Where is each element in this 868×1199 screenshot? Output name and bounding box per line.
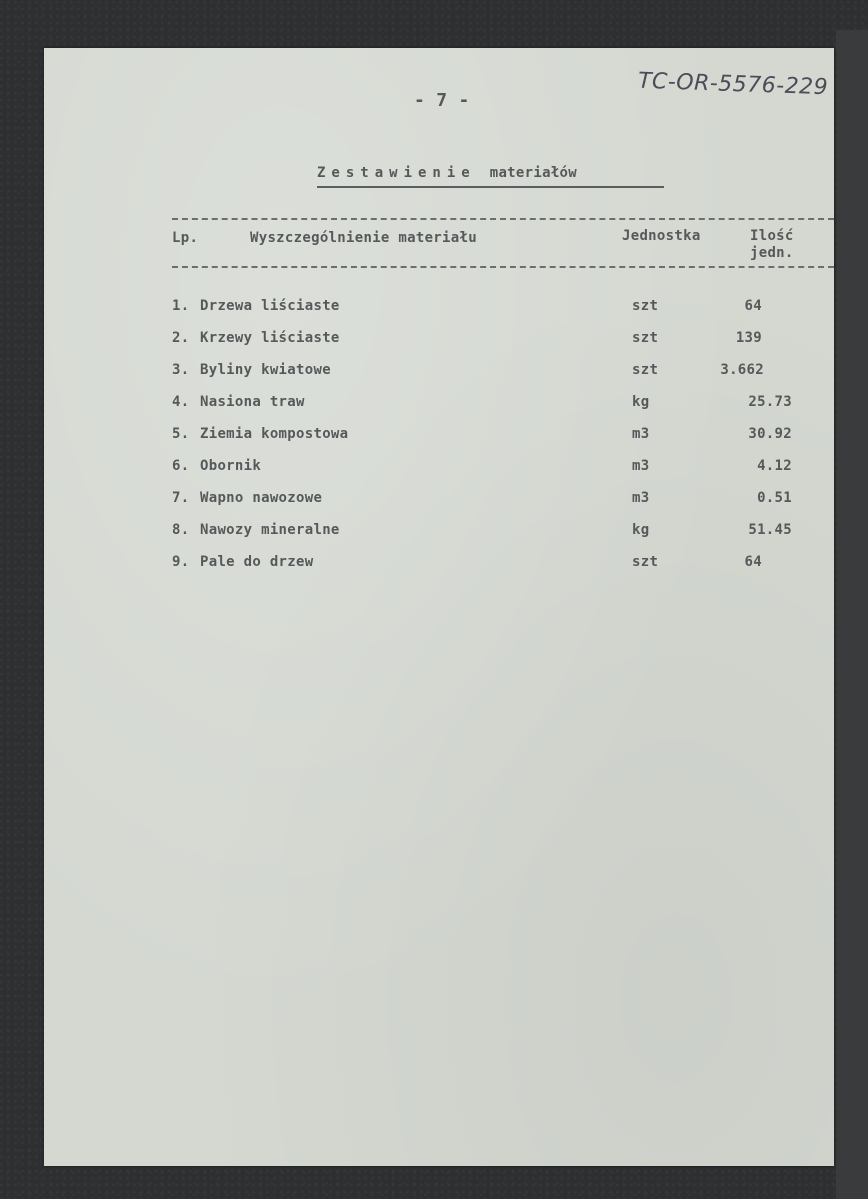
row-quantity: 139 xyxy=(735,330,762,346)
table-row xyxy=(44,522,834,554)
table-row xyxy=(44,394,834,426)
table-row xyxy=(44,362,834,394)
row-unit: m3 xyxy=(632,490,650,506)
row-material: Byliny kwiatowe xyxy=(200,362,331,378)
table-row xyxy=(44,554,834,586)
row-number: 7. xyxy=(172,490,190,506)
row-quantity: 4.12 xyxy=(757,458,792,474)
table-top-rule xyxy=(172,218,834,220)
header-description: Wyszczególnienie materiału xyxy=(250,230,477,246)
row-unit: szt xyxy=(632,298,659,314)
title-underline xyxy=(317,186,664,188)
document-page xyxy=(44,48,834,1166)
row-material: Ziemia kompostowa xyxy=(200,426,349,442)
row-number: 1. xyxy=(172,298,190,314)
row-unit: m3 xyxy=(632,458,650,474)
title-word: materiałów xyxy=(489,165,578,181)
row-quantity: 0.51 xyxy=(757,490,792,506)
row-number: 3. xyxy=(172,362,190,378)
header-lp: Lp. xyxy=(172,230,199,246)
row-number: 5. xyxy=(172,426,190,442)
table-row xyxy=(44,490,834,522)
table-row xyxy=(44,330,834,362)
title-spaced-word: Zestawienie xyxy=(317,165,476,181)
row-number: 8. xyxy=(172,522,190,538)
row-material: Nawozy mineralne xyxy=(200,522,340,538)
header-quantity xyxy=(750,228,794,262)
row-material: Pale do drzew xyxy=(200,554,314,570)
row-quantity: 51.45 xyxy=(748,522,792,538)
archive-reference-handwritten: TC-OR-5576-229 xyxy=(637,68,829,101)
document-title xyxy=(317,162,577,181)
row-quantity: 64 xyxy=(744,554,762,570)
row-material: Krzewy liściaste xyxy=(200,330,340,346)
row-quantity: 30.92 xyxy=(748,426,792,442)
header-unit: Jednostka xyxy=(622,228,701,244)
header-quantity-line1: Ilość xyxy=(750,228,794,244)
row-number: 2. xyxy=(172,330,190,346)
row-material: Obornik xyxy=(200,458,262,474)
table-row xyxy=(44,298,834,330)
row-material: Wapno nawozowe xyxy=(200,490,323,506)
row-unit: m3 xyxy=(632,426,650,442)
row-unit: szt xyxy=(632,330,659,346)
row-unit: kg xyxy=(632,522,650,538)
row-number: 9. xyxy=(172,554,190,570)
table-row xyxy=(44,426,834,458)
adjacent-page-edge xyxy=(836,30,868,1199)
row-number: 6. xyxy=(172,458,190,474)
header-quantity-line2: jedn. xyxy=(750,245,794,261)
row-number: 4. xyxy=(172,394,190,410)
row-material: Nasiona traw xyxy=(200,394,305,410)
row-quantity: 3.662 xyxy=(720,362,764,378)
table-row xyxy=(44,458,834,490)
row-material: Drzewa liściaste xyxy=(200,298,340,314)
row-quantity: 25.73 xyxy=(748,394,792,410)
page-number: - 7 - xyxy=(414,90,470,111)
row-unit: kg xyxy=(632,394,650,410)
row-quantity: 64 xyxy=(744,298,762,314)
row-unit: szt xyxy=(632,554,659,570)
table-header-rule xyxy=(172,266,834,268)
row-unit: szt xyxy=(632,362,659,378)
